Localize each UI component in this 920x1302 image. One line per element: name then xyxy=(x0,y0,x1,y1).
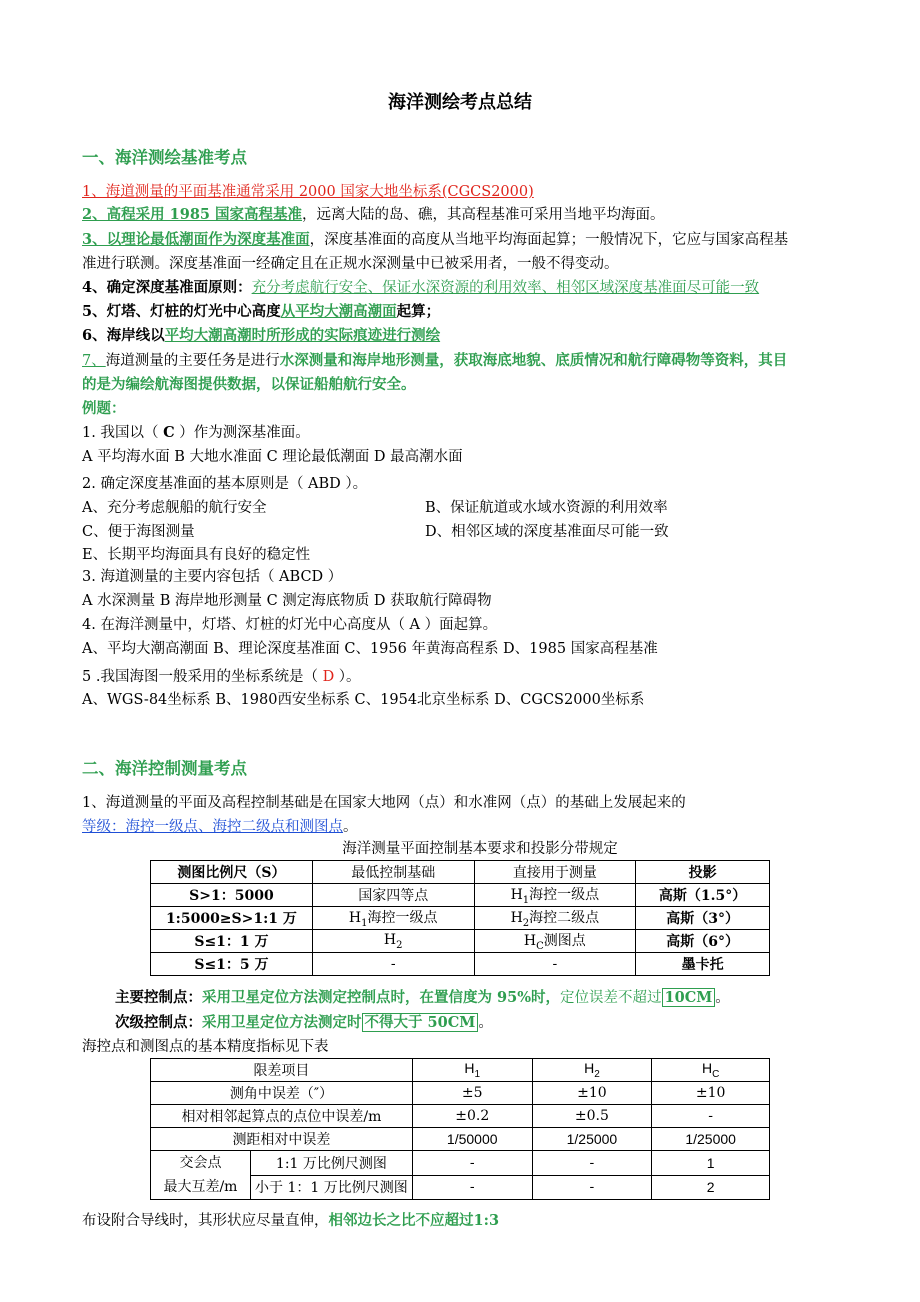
question-5-stem-a: 5 .我国海图一般采用的坐标系统是（ xyxy=(82,669,323,685)
question-1-options: A 平均海水面 B 大地水准面 C 理论最低潮面 D 最高潮水面 xyxy=(82,449,463,465)
item-4-highlight: 充分考虑航行安全、保证水深资源的利用效率、相邻区域深度基准面尽可能一致 xyxy=(251,280,760,296)
question-1-stem-a: 1. 我国以（ xyxy=(82,425,164,441)
main-control-note xyxy=(115,987,730,1009)
table2 xyxy=(150,1058,770,1200)
main-control-limit-value: 10CM xyxy=(662,988,716,1007)
main-control-end: 。 xyxy=(715,990,730,1006)
table2-caption: 海控点和测图点的基本精度指标见下表 xyxy=(82,1039,329,1055)
table2-cell: - xyxy=(652,1105,770,1128)
item-2-text: ，远离大陆的岛、礁，其高程基准可采用当地平均海面。 xyxy=(302,207,665,223)
table2-cell: 小于 1：1 万比例尺测图 xyxy=(250,1175,412,1200)
section1-heading: 一、海洋测绘基准考点 xyxy=(82,148,247,167)
example-label: 例题： xyxy=(82,400,126,417)
main-control-text: 采用卫星定位方法测定控制点时，在置信度为 95%时， xyxy=(202,989,561,1006)
control-paragraph: 1、海道测量的平面及高程控制基础是在国家大地网（点）和水准网（点）的基础上发展起来的 xyxy=(82,795,686,811)
secondary-control-note xyxy=(115,1012,493,1034)
table2-group-label-line2: 最大互差/m xyxy=(163,1179,238,1195)
traverse-note-highlight: 相邻边长之比不应超过1:3 xyxy=(328,1212,500,1229)
table2-cell: ±10 xyxy=(532,1082,652,1105)
question-5 xyxy=(82,666,361,688)
question-3-options: A 水深测量 B 海岸地形测量 C 测定海底物质 D 获取航行障碍物 xyxy=(82,593,492,609)
table-row xyxy=(151,930,770,953)
question-3: 3. 海道测量的主要内容包括（ ABCD ） xyxy=(82,569,343,585)
item-4 xyxy=(82,277,759,299)
secondary-control-label: 次级控制点： xyxy=(115,1014,202,1031)
table1-cell: 国家四等点 xyxy=(312,884,474,907)
table1-cell: $H_1$海控一级点 xyxy=(312,907,474,930)
table1-cell: $H_2$海控二级点 xyxy=(474,907,636,930)
table2-cell: ±0.2 xyxy=(412,1105,532,1128)
table1-cell: $H_C$测图点 xyxy=(474,930,636,953)
table1-cell: 1:5000≥S>1:1 万 xyxy=(151,907,313,930)
table-row xyxy=(151,953,770,976)
table2-header xyxy=(151,1059,770,1082)
table1-cell: S>1：5000 xyxy=(151,884,313,907)
item-5 xyxy=(82,301,440,323)
item-7-highlight: 水深测量和海岸地形测量，获取海底地貌、底质情况和航行障碍物等资料，其目 xyxy=(279,352,788,369)
item-5-highlight: 从平均大潮高潮面 xyxy=(280,303,397,320)
table2-group-label-line1: 交会点 xyxy=(179,1155,222,1171)
question-1-stem-b: ）作为测深基准面。 xyxy=(174,425,310,441)
main-control-limit-label: 定位误差不超过 xyxy=(560,990,662,1006)
table2-cell: - xyxy=(412,1175,532,1200)
secondary-control-end: 。 xyxy=(478,1015,493,1031)
item-6 xyxy=(82,325,440,347)
table2-cell: 1:1 万比例尺测图 xyxy=(250,1151,412,1176)
table2-cell: - xyxy=(412,1151,532,1176)
page-title: 海洋测绘考点总结 xyxy=(388,92,532,113)
table2-header-cell: 限差项目 xyxy=(151,1059,413,1082)
table1-header xyxy=(151,861,770,884)
question-5-answer: D xyxy=(322,669,335,685)
control-levels-end: 。 xyxy=(343,819,358,835)
question-2-option-e: E、长期平均海面具有良好的稳定性 xyxy=(82,547,311,563)
table2-cell: 1 xyxy=(652,1151,770,1176)
item-3 xyxy=(82,229,788,251)
item-2-highlight: 2、高程采用 1985 国家高程基准 xyxy=(82,206,303,223)
table1-cell: $H_1$海控一级点 xyxy=(474,884,636,907)
table-row xyxy=(151,1082,770,1105)
item-5-end: 起算； xyxy=(396,303,441,320)
question-1 xyxy=(82,422,310,444)
table2-cell: - xyxy=(532,1151,652,1176)
question-2-option-a: A、充分考虑舰船的航行安全 xyxy=(82,500,267,516)
item-6-highlight: 平均大潮高潮时所形成的实际痕迹进行测绘 xyxy=(164,327,441,344)
table-row xyxy=(151,1105,770,1128)
secondary-control-text: 采用卫星定位方法测定时 xyxy=(202,1014,362,1031)
table1-header-cell: 投影 xyxy=(636,861,770,884)
table2-cell: 2 xyxy=(652,1175,770,1200)
table2-cell: ±0.5 xyxy=(532,1105,652,1128)
table-row xyxy=(151,884,770,907)
question-1-answer: C xyxy=(163,424,175,441)
question-2-option-d: D、相邻区域的深度基准面尽可能一致 xyxy=(425,524,669,540)
item-4-label: 4、确定深度基准面原则： xyxy=(82,279,252,296)
table2-cell: 1/25000 xyxy=(532,1128,652,1151)
control-levels-link: 等级：海控一级点、海控二级点和测图点 xyxy=(82,819,343,835)
table2-cell: ±5 xyxy=(412,1082,532,1105)
table1-cell: - xyxy=(474,953,636,976)
table1-cell: 高斯（6°） xyxy=(636,930,770,953)
item-7-cont: 的是为编绘航海图提供数据，以保证船舶航行安全。 xyxy=(82,376,416,393)
table2-header-cell: $H_2$ xyxy=(532,1059,652,1082)
table2-header-cell: $H_1$ xyxy=(412,1059,532,1082)
table1-cell: 高斯（1.5°） xyxy=(636,884,770,907)
item-1: 1、海道测量的平面基准通常采用 2000 国家大地坐标系(CGCS2000) xyxy=(82,184,534,200)
table1-cell: 墨卡托 xyxy=(636,953,770,976)
table-row xyxy=(151,1151,770,1176)
control-levels xyxy=(82,816,358,838)
table2-cell: 1/50000 xyxy=(412,1128,532,1151)
table2-group-label xyxy=(151,1151,251,1200)
table1-cell: - xyxy=(312,953,474,976)
table2-cell: ±10 xyxy=(652,1082,770,1105)
table1 xyxy=(150,860,770,976)
table2-cell: 测距相对中误差 xyxy=(151,1128,413,1151)
table1-cell: $H_2$ xyxy=(312,930,474,953)
traverse-note-text: 布设附合导线时，其形状应尽量直伸， xyxy=(82,1213,329,1229)
item-7-num: 7、 xyxy=(82,353,106,369)
table2-cell: 测角中误差（″） xyxy=(151,1082,413,1105)
item-5-label: 5、灯塔、灯桩的灯光中心高度 xyxy=(82,303,281,320)
table-row xyxy=(151,907,770,930)
item-3-highlight: 3、以理论最低潮面作为深度基准面 xyxy=(82,231,310,248)
table-row xyxy=(151,1128,770,1151)
table1-header-cell: 直接用于测量 xyxy=(474,861,636,884)
table1-header-cell: 测图比例尺（S） xyxy=(151,861,313,884)
table2-cell: 相对相邻起算点的点位中误差/m xyxy=(151,1105,413,1128)
table1-cell: S≤1：5 万 xyxy=(151,953,313,976)
main-control-label: 主要控制点： xyxy=(115,989,202,1006)
question-4: 4. 在海洋测量中，灯塔、灯桩的灯光中心高度从（ A ）面起算。 xyxy=(82,617,498,633)
secondary-control-limit: 不得大于 50CM xyxy=(362,1013,479,1032)
item-7-text: 海道测量的主要任务是进行 xyxy=(105,353,280,369)
table1-header-cell: 最低控制基础 xyxy=(312,861,474,884)
item-2 xyxy=(82,204,665,226)
item-7 xyxy=(82,350,787,372)
question-2-option-b: B、保证航道或水域水资源的利用效率 xyxy=(425,500,668,516)
question-2: 2. 确定深度基准面的基本原则是（ ABD ）。 xyxy=(82,476,368,492)
question-4-options: A、平均大潮高潮面 B、理论深度基准面 C、1956 年黄海高程系 D、1985 国家高程基准 xyxy=(82,641,658,657)
section2-heading: 二、海洋控制测量考点 xyxy=(82,759,247,778)
traverse-note xyxy=(82,1210,499,1232)
table1-cell: 高斯（3°） xyxy=(636,907,770,930)
question-2-option-c: C、便于海图测量 xyxy=(82,524,195,540)
question-5-options: A、WGS-84坐标系 B、1980西安坐标系 C、1954北京坐标系 D、CGCS2000坐标系 xyxy=(82,692,645,708)
table2-cell: - xyxy=(532,1175,652,1200)
item-3-text: ，深度基准面的高度从当地平均海面起算；一般情况下，它应与国家高程基 xyxy=(309,232,789,248)
item-6-label: 6、海岸线以 xyxy=(82,327,165,344)
item-3-cont: 准进行联测。深度基准面一经确定且在正规水深测量中已被采用者，一般不得变动。 xyxy=(82,256,619,272)
table2-header-cell: $H_C$ xyxy=(652,1059,770,1082)
table1-cell: S≤1：1 万 xyxy=(151,930,313,953)
question-5-stem-b: ）。 xyxy=(334,669,361,685)
table2-cell: 1/25000 xyxy=(652,1128,770,1151)
table1-caption: 海洋测量平面控制基本要求和投影分带规定 xyxy=(342,841,618,857)
